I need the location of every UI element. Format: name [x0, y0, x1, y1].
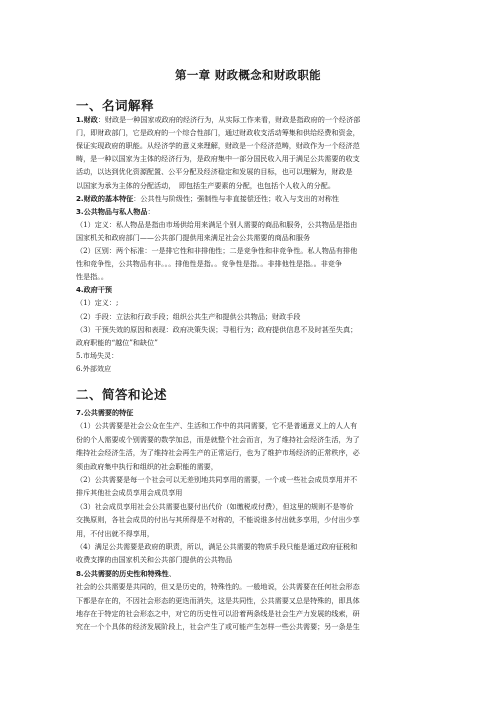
- line-text: 究在一个个具体的经济发展阶段上，社会产生了或可能产生怎样一些公共需要；另一条是生: [76, 622, 360, 632]
- line-text: 须由政府集中执行和组织的社会职能的需要，: [76, 461, 218, 471]
- section-heading-essays: 二、简答和论述: [76, 387, 168, 402]
- line-text: 保证实现政府的职能。从经济学的意义来理解，财政是一个经济范畴，财政作为一个经济范: [76, 141, 360, 151]
- text-line: [76, 310, 434, 323]
- line-text: 下都是存在的，不因社会形态的更迭而消失，这是共同性，公共需要又总是特殊的，即具体: [76, 595, 360, 605]
- text-line: [76, 513, 434, 526]
- line-text: （3）干预失效的原因和表现：政府决策失误；寻租行为；政府提供信息不及时甚至失真；: [76, 324, 358, 334]
- term-label: 4.政府干预: [76, 285, 113, 295]
- text-line: [76, 126, 434, 139]
- line-text: 排斥其他社会成员享用会成员享用: [76, 488, 183, 498]
- text-line: [76, 349, 434, 362]
- line-text: 性和竞争性，公共物品有非。。。排他性是指。。竞争性是指。。非排他性是指。。非竞争: [76, 259, 342, 269]
- text-line: [76, 553, 434, 566]
- line-text: （2）区别：两个标准：一是排它性和非排他性；二是竞争性和非竞争性。私人物品有排他: [76, 246, 358, 255]
- term-label: 8.公共需要的历史性和特殊性: [76, 568, 169, 578]
- line-text: 政府职能的“越位”和缺位”: [76, 337, 158, 347]
- line-text: 收费支撑的由国家机关和公共部门提供的公共物品: [76, 555, 233, 565]
- text-line: [76, 433, 434, 446]
- text-line: [76, 607, 434, 620]
- line-text: 国家机关和政府部门——公共部门提供用来满足社会公共需要的商品和服务: [76, 232, 311, 242]
- term-label: 7.公共需要的特征: [76, 408, 134, 417]
- line-text: 交换原则，各社会成员的付出与其所得是不对称的，不能说谁多付出就多享用，少付出少享: [76, 515, 360, 525]
- text-line: [76, 362, 434, 375]
- line-text: 活动，以达到优化资源配置、公平分配及经济稳定和发展的目标，也可以理解为，财政是: [76, 167, 353, 177]
- text-line: [76, 406, 434, 419]
- line-text: 地存在于特定的社会形态之中，对它的历史性可以沿着两条线是社会生产力发展的线索，研: [76, 609, 360, 618]
- line-text: （2）公共需要是每一个社会可以无差别地共同享用的需要，一个或一些社会成员享用并不: [76, 475, 358, 484]
- line-text: 、: [168, 568, 176, 578]
- line-text: 性是指。。: [76, 272, 108, 282]
- text-line: [76, 527, 434, 540]
- line-text: 社会的公共需要是共同的，但又是历史的，特殊性的。一般地说，公共需要在任何社会形态: [76, 582, 360, 592]
- line-text: （2）手段：立法和行政手段；组织公共生产和提供公共物品；财政手段: [76, 311, 301, 321]
- line-text: （1）公共需要是社会公众在生产、生活和工作中的共同需要，它不是普通意义上的人人有: [76, 421, 358, 431]
- text-line: [76, 139, 434, 152]
- line-text: （1）定义：;: [76, 298, 119, 308]
- text-line: [76, 460, 434, 473]
- term-label: 1.财政: [76, 115, 98, 124]
- text-line: [76, 218, 434, 231]
- text-line: [76, 580, 434, 593]
- text-line: [76, 270, 434, 283]
- text-line: [76, 473, 434, 486]
- term-label: 3.公共物品与私人物品: [76, 206, 148, 216]
- line-text: （4）满足公共需要是政府的职责，所以，满足公共需要的物质手段只能是通过政府征税和: [76, 542, 358, 551]
- text-line: [76, 419, 434, 432]
- text-line: [76, 179, 434, 192]
- line-text: 以国家为承为主体的分配活动， 即包括生产要素的分配，也包括个人收入的分配。: [76, 180, 335, 190]
- line-text: 门，即财政部门，它是政府的一个综合性部门，通过财政收支活动筹集和供给经费和资金，: [76, 128, 360, 138]
- text-line: [76, 231, 434, 244]
- line-text: （3）社会成员享用社会公共需要也要付出代价（如缴税或付费），但这里的规则不是等价: [76, 501, 354, 511]
- line-text: 5.市场失灵：: [76, 350, 119, 360]
- text-line: [76, 620, 434, 633]
- text-line: [76, 486, 434, 499]
- line-text: ：: [147, 206, 155, 216]
- line-text: ：财政是一种国家或政府的经济行为，从实际工作来看，财政是指政府的一个经济部: [97, 115, 361, 124]
- text-line: [76, 594, 434, 607]
- text-line: [76, 192, 434, 205]
- text-line: [76, 540, 434, 553]
- text-line: [76, 165, 434, 178]
- text-line: [76, 446, 434, 459]
- text-line: [76, 323, 434, 336]
- text-line: [76, 205, 434, 218]
- line-text: 份的个人需要或个别需要的数学加总，而是就整个社会而言，为了维持社会经济生活，为了: [76, 434, 360, 444]
- line-text: （1）定义：私人物品是指由市场供给用来满足个别人需要的商品和服务，公共物品是指由: [76, 219, 358, 229]
- line-text: ：公共性与阶级性；强制性与非直接偿还性；收入与支出的对称性: [133, 193, 340, 203]
- text-line: [76, 296, 434, 309]
- text-line: [76, 500, 434, 513]
- text-line: [76, 336, 434, 349]
- text-line: [76, 244, 434, 257]
- line-text: 用，不付出就不得享用，: [76, 528, 155, 538]
- chapter-title: 第一章 财政概念和财政职能: [175, 68, 321, 82]
- line-text: 6.外部效应: [76, 363, 112, 373]
- term-label: 2.财政的基本特征: [76, 193, 134, 203]
- text-line: [76, 283, 434, 296]
- text-line: [76, 113, 434, 126]
- text-line: [76, 567, 434, 580]
- section-heading-definitions: 一、名词解释: [76, 98, 155, 113]
- text-line: [76, 257, 434, 270]
- line-text: 畴，是一种以国家为主体的经济行为，是政府集中一部分国民收入用于满足公共需要的收支: [76, 154, 360, 164]
- text-line: [76, 152, 434, 165]
- line-text: 维持社会经济生活，为了维持社会再生产的正常运行，也为了维护市场经济的正常秩序，必: [76, 448, 360, 458]
